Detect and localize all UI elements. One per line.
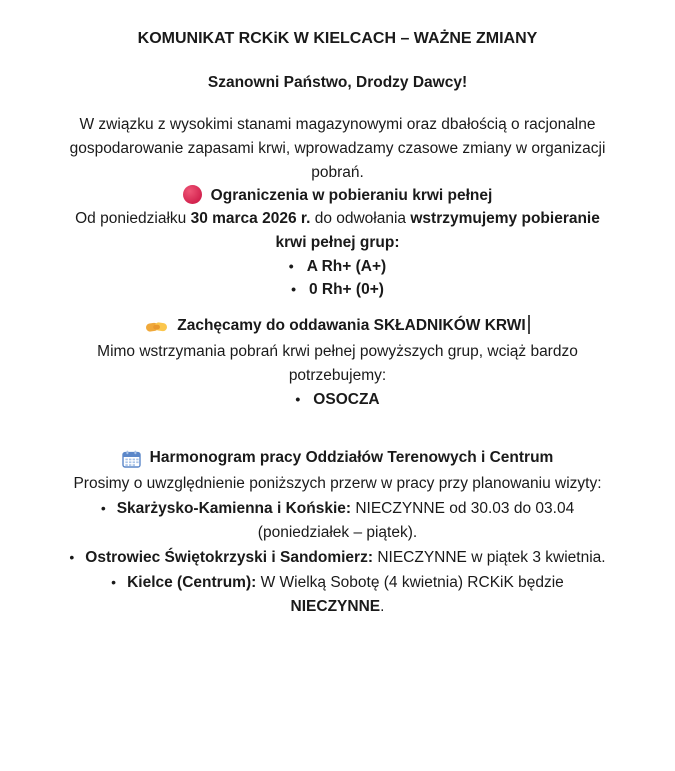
blood-group-item: [24, 278, 651, 301]
handshake-icon: [145, 318, 168, 340]
blood-group-list: [24, 255, 651, 301]
bullet-icon: •: [291, 281, 296, 297]
intro-paragraph: [24, 113, 651, 185]
bullet-icon: •: [111, 574, 117, 590]
greeting-line: Szanowni Państwo, Drodzy Dawcy!: [207, 74, 468, 91]
page-title: KOMUNIKAT RCKiK W KIELCACH – WAŻNE ZMIANY: [137, 30, 538, 47]
schedule-status: NIECZYNNE od 30.03 do 03.04: [351, 500, 575, 517]
schedule-list: [24, 496, 651, 619]
schedule-item: [24, 496, 651, 545]
schedule-status: .: [380, 598, 385, 615]
schedule-location: Kielce (Centrum):: [127, 574, 257, 591]
plasma-item: [24, 388, 651, 411]
schedule-item-line: [24, 570, 651, 595]
red-circle-icon: [183, 185, 202, 204]
schedule-heading: [24, 447, 651, 472]
restriction-heading-label: Ograniczenia w pobieraniu krwi pełnej: [210, 187, 493, 204]
restriction-line: [24, 207, 651, 231]
schedule-item: [24, 545, 651, 570]
schedule-item-line: [24, 496, 651, 521]
components-line: potrzebujemy:: [288, 367, 387, 384]
bullet-icon: •: [69, 549, 75, 565]
schedule-status: NIECZYNNE w piątek 3 kwietnia.: [373, 549, 606, 566]
restriction-date: 30 marca 2026 r.: [190, 210, 311, 227]
components-heading-label: Zachęcamy do oddawania SKŁADNIKÓW KRWI: [177, 317, 526, 334]
bullet-icon: •: [288, 258, 294, 274]
bullet-icon: •: [295, 391, 301, 407]
components-line: Mimo wstrzymania pobrań krwi pełnej powyższych grup, wciąż bardzo: [97, 343, 578, 360]
bullet-icon: •: [100, 500, 106, 516]
blood-group-label: 0 Rh+ (0+): [308, 281, 384, 298]
intro-line: W związku z wysokimi stanami magazynowymi oraz dbałością o racjonalne: [79, 116, 596, 133]
blood-group-item: [24, 255, 651, 278]
schedule-location: Skarżysko-Kamienna i Końskie:: [116, 500, 352, 517]
schedule-item: [24, 570, 651, 619]
restriction-text: do odwołania: [310, 210, 411, 227]
restriction-text: Od poniedziałku: [75, 210, 191, 227]
components-heading: [24, 315, 651, 340]
schedule-item-line: (poniedziałek – piątek).: [257, 524, 418, 541]
schedule-item-line: [24, 545, 651, 570]
schedule-status-emphasis: NIECZYNNE: [290, 598, 381, 615]
schedule-item-line: [24, 595, 651, 619]
components-paragraph: [24, 340, 651, 388]
restriction-emphasis: wstrzymujemy pobieranie: [410, 210, 600, 227]
schedule-location: Ostrowiec Świętokrzyski i Sandomierz:: [85, 549, 374, 566]
schedule-heading-label: Harmonogram pracy Oddziałów Terenowych i Centrum: [149, 449, 554, 466]
restriction-heading: [24, 185, 651, 207]
schedule-intro: Prosimy o uwzględnienie poniższych przerw w pracy przy planowaniu wizyty:: [73, 475, 602, 492]
plasma-label: OSOCZA: [313, 391, 380, 408]
blood-group-label: A Rh+ (A+): [306, 258, 387, 275]
restriction-line: [24, 231, 651, 255]
restriction-paragraph: [24, 207, 651, 255]
text-cursor: [528, 315, 530, 334]
restriction-emphasis: krwi pełnej grup:: [275, 234, 400, 251]
schedule-status: W Wielką Sobotę (4 kwietnia) RCKiK będzie: [256, 574, 564, 591]
intro-line: gospodarowanie zapasami krwi, wprowadzamy czasowe zmiany w organizacji: [69, 140, 606, 157]
intro-line: pobrań.: [311, 164, 364, 181]
calendar-icon: [122, 450, 141, 472]
